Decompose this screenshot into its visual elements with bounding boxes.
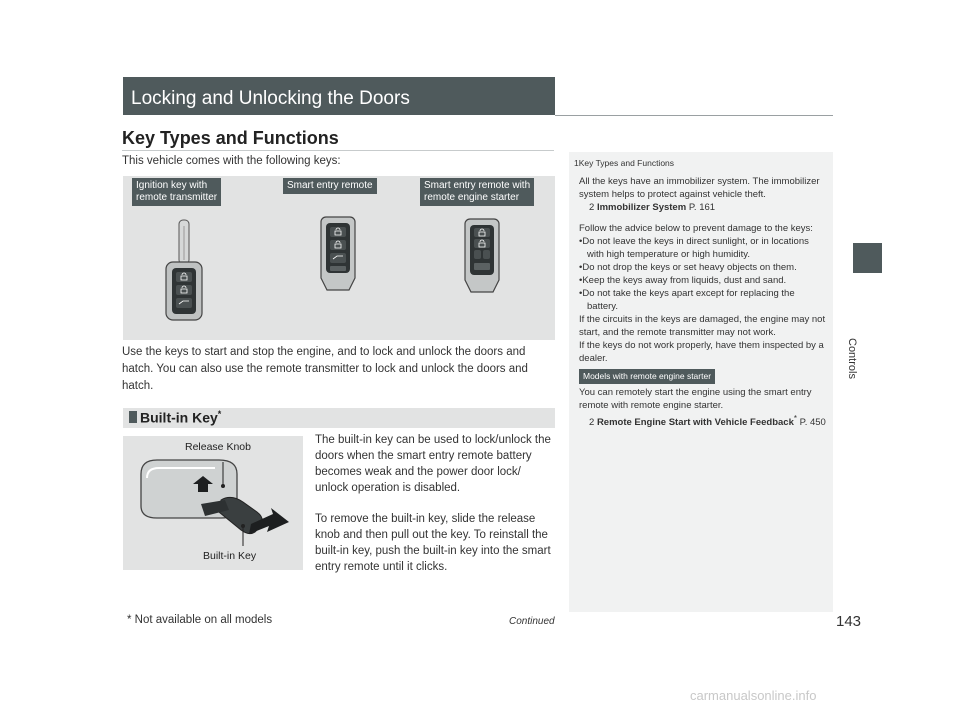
models-tag: Models with remote engine starter bbox=[579, 369, 715, 384]
builtin-key-text-1: The built-in key can be used to lock/unlock the doors when the smart entry remote battery becomes weak and the power door lock/ unlock operation is disabled. bbox=[315, 434, 551, 494]
note-bullet: •Keep the keys away from liquids, dust and sand. bbox=[579, 275, 787, 286]
watermark: carmanualsonline.info bbox=[690, 688, 817, 703]
section-rule bbox=[555, 115, 833, 116]
note-bullet: •Do not leave the keys in direct sunlight, or in locations with high temperature or high humidity. bbox=[579, 236, 809, 260]
usage-paragraph: Use the keys to start and stop the engine, and to lock and unlock the doors and hatch. You can also use the remote transmitter to lock and unlock the doors and hatch. bbox=[122, 346, 528, 392]
release-knob-label: Release Knob bbox=[185, 441, 251, 453]
builtin-key-illustration bbox=[123, 436, 303, 570]
builtin-key-label: Built-in Key bbox=[203, 550, 257, 562]
remote-engine-start-reference-link[interactable]: 2 Remote Engine Start with Vehicle Feedback* P. 450 bbox=[589, 414, 826, 429]
key-label-smart-entry: Smart entry remote bbox=[283, 178, 377, 194]
note-bullet: •Do not drop the keys or set heavy objects on them. bbox=[579, 262, 797, 273]
note-bullet: •Do not take the keys apart except for replacing the battery. bbox=[579, 288, 795, 312]
subsection-rule bbox=[122, 150, 554, 151]
smart-entry-remote-starter-icon bbox=[462, 218, 502, 294]
note-paragraph: Follow the advice below to prevent damage to the keys: bbox=[579, 223, 813, 234]
note-paragraph: All the keys have an immobilizer system. The immobilizer system helps to protect against vehicle theft. bbox=[579, 176, 820, 200]
note-body bbox=[579, 175, 827, 429]
chapter-tab-label: Controls bbox=[846, 338, 858, 379]
intro-text: This vehicle comes with the following keys: bbox=[122, 155, 341, 167]
key-label-smart-entry-remote-start: Smart entry remote with remote engine starter bbox=[420, 178, 534, 206]
builtin-key-text-2: To remove the built-in key, slide the release knob and then pull out the key. To reinstall the built-in key, push the built-in key into the smart entry remote until it clicks. bbox=[315, 513, 551, 573]
continued-label: Continued bbox=[509, 616, 555, 627]
immobilizer-reference-link[interactable]: 2 Immobilizer System P. 161 bbox=[589, 202, 716, 213]
subsection-title: Key Types and Functions bbox=[122, 128, 339, 148]
footnote: * Not available on all models bbox=[127, 614, 273, 626]
ignition-key-icon bbox=[163, 218, 205, 322]
note-paragraph: If the keys do not work properly, have them inspected by a dealer. bbox=[579, 340, 824, 364]
builtin-key-text bbox=[315, 432, 555, 590]
note-paragraph: If the circuits in the keys are damaged, the engine may not start, and the remote transmitter may not work. bbox=[579, 314, 826, 338]
page-number: 143 bbox=[836, 613, 862, 630]
key-label-ignition: Ignition key with remote transmitter bbox=[132, 178, 221, 206]
keys-illustration-panel bbox=[123, 176, 555, 340]
section-title: Locking and Unlocking the Doors bbox=[131, 88, 410, 109]
key-removal-diagram-icon bbox=[131, 454, 299, 552]
note-heading: 1Key Types and Functions bbox=[574, 158, 675, 168]
heading-marker bbox=[129, 411, 137, 423]
note-paragraph: You can remotely start the engine using the smart entry remote with remote engine starter. bbox=[579, 387, 812, 411]
chapter-tab-marker bbox=[853, 243, 882, 273]
smart-entry-remote-icon bbox=[318, 216, 358, 292]
builtin-key-title: Built-in Key* bbox=[140, 409, 222, 426]
